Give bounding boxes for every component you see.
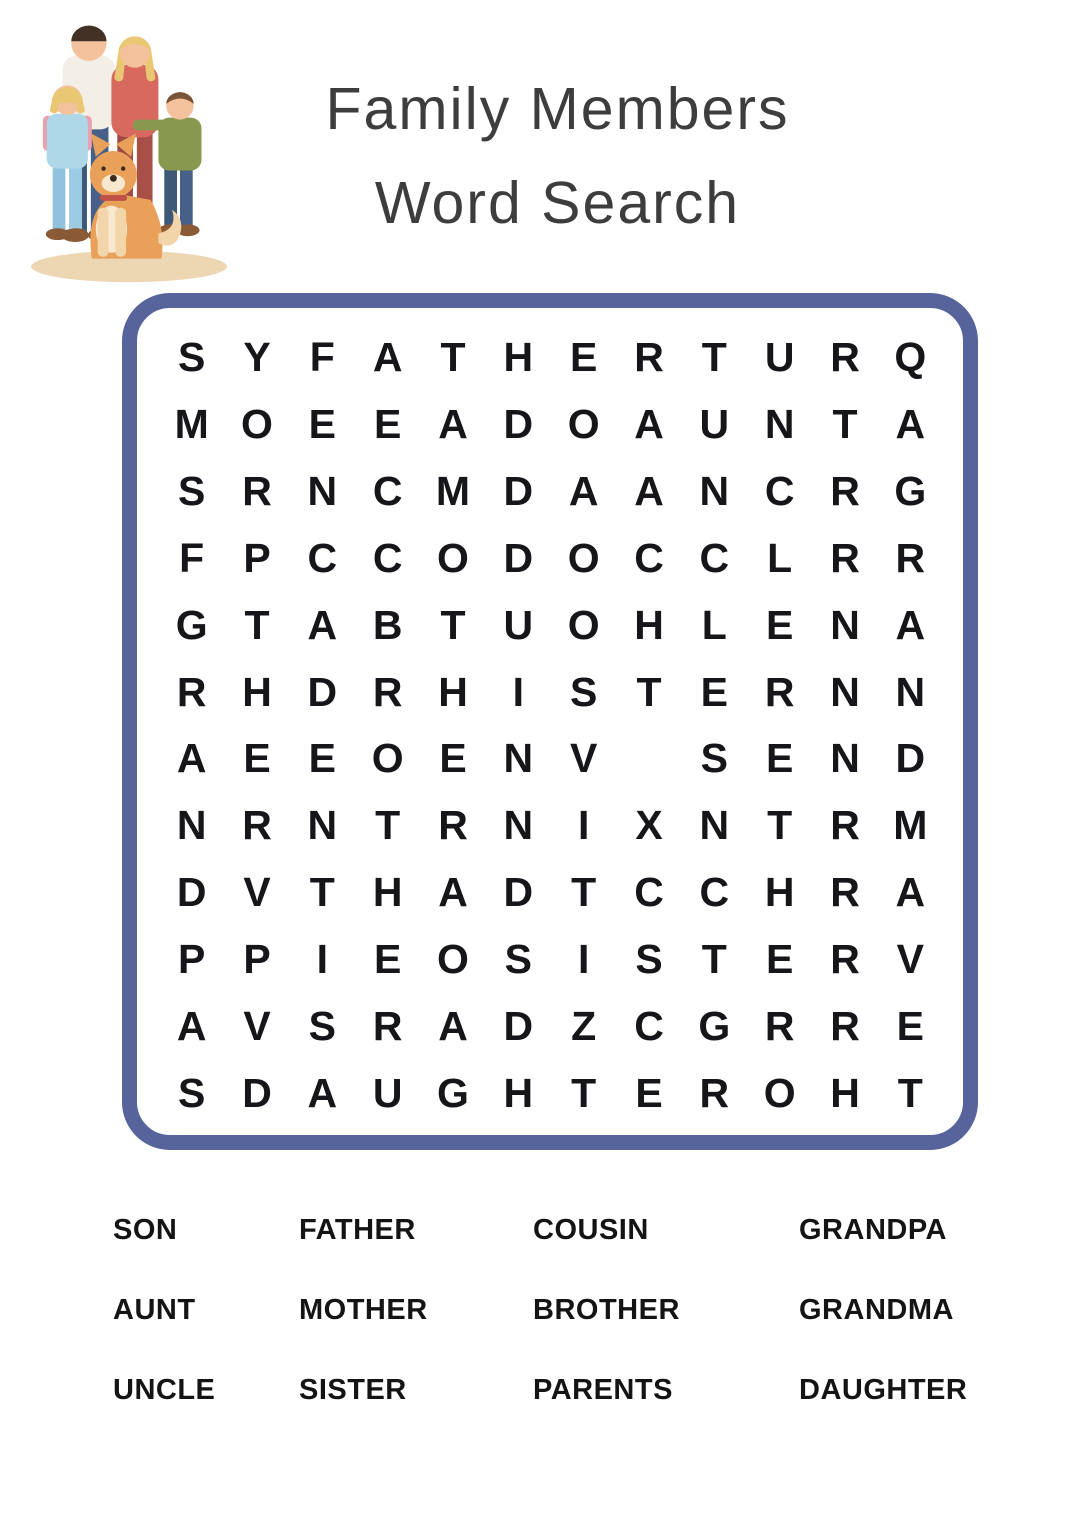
grid-letter: T bbox=[571, 869, 597, 916]
grid-letter: D bbox=[242, 1070, 272, 1117]
grid-letter: N bbox=[503, 735, 534, 782]
grid-letter: R bbox=[634, 333, 664, 380]
grid-letter: H bbox=[634, 601, 664, 648]
grid-letter: C bbox=[764, 467, 795, 514]
grid-letter: C bbox=[699, 869, 730, 916]
grid-letter: V bbox=[243, 1003, 271, 1050]
grid-letter: E bbox=[439, 735, 467, 782]
grid-letter: X bbox=[635, 802, 663, 849]
grid-letter: A bbox=[307, 601, 338, 648]
grid-letter: V bbox=[896, 936, 924, 983]
grid-letter: R bbox=[830, 333, 860, 380]
grid-letter: A bbox=[895, 400, 926, 447]
grid-letter: N bbox=[830, 601, 860, 648]
grid-letter: R bbox=[830, 869, 860, 916]
grid-letter: E bbox=[373, 936, 402, 983]
grid-letter: E bbox=[243, 735, 271, 782]
grid-letter: R bbox=[699, 1070, 730, 1117]
grid-letter: H bbox=[438, 668, 468, 715]
grid-letter: H bbox=[764, 869, 795, 916]
grid-letter: A bbox=[438, 1003, 468, 1050]
grid-letter: A bbox=[307, 1070, 338, 1117]
word-item: AUNT bbox=[113, 1294, 196, 1326]
grid-letter: C bbox=[372, 467, 403, 514]
grid-letter: S bbox=[177, 467, 206, 514]
grid-letter: L bbox=[767, 534, 793, 581]
grid-letter: A bbox=[438, 400, 468, 447]
puzzle-panel bbox=[122, 293, 978, 1150]
grid-letter: S bbox=[177, 1070, 206, 1117]
grid-letter: C bbox=[634, 1003, 664, 1050]
grid-letter: D bbox=[503, 534, 534, 581]
word-item: PARENTS bbox=[533, 1374, 673, 1406]
grid-letter: N bbox=[307, 467, 338, 514]
grid-letter: R bbox=[830, 936, 860, 983]
grid-letter: P bbox=[243, 936, 271, 983]
grid-letter: A bbox=[895, 869, 926, 916]
grid-letter: T bbox=[897, 1070, 923, 1117]
grid-letter: B bbox=[372, 601, 403, 648]
grid-letter bbox=[616, 725, 681, 792]
word-item: GRANDPA bbox=[799, 1214, 947, 1246]
grid-letter: A bbox=[895, 601, 926, 648]
grid-letter: O bbox=[437, 534, 469, 581]
grid-letter: E bbox=[896, 1003, 924, 1050]
grid-letter: D bbox=[503, 467, 534, 514]
grid-letter: T bbox=[832, 400, 858, 447]
grid-letter: H bbox=[830, 1070, 860, 1117]
grid-letter: H bbox=[503, 333, 534, 380]
grid-letter: R bbox=[372, 668, 403, 715]
grid-letter: P bbox=[177, 936, 206, 983]
grid-letter: A bbox=[372, 333, 403, 380]
word-item: MOTHER bbox=[299, 1294, 428, 1326]
grid-letter: L bbox=[701, 601, 727, 648]
grid-letter: T bbox=[244, 601, 270, 648]
grid-letter: R bbox=[830, 1003, 860, 1050]
word-item: FATHER bbox=[299, 1214, 416, 1246]
grid-letter: D bbox=[503, 1003, 534, 1050]
grid-letter: F bbox=[179, 534, 205, 581]
grid-letter: R bbox=[764, 1003, 795, 1050]
grid-letter: Z bbox=[571, 1003, 597, 1050]
grid-letter: A bbox=[438, 869, 468, 916]
grid-letter: T bbox=[440, 601, 466, 648]
grid-letter: R bbox=[830, 467, 860, 514]
grid-letter: O bbox=[567, 534, 600, 581]
grid-letter: R bbox=[764, 668, 795, 715]
word-item: SISTER bbox=[299, 1374, 407, 1406]
grid-letter: R bbox=[372, 1003, 403, 1050]
grid-letter: I bbox=[577, 936, 590, 983]
grid-letter: O bbox=[437, 936, 469, 983]
grid-letter: H bbox=[372, 869, 403, 916]
grid-letter: D bbox=[503, 869, 534, 916]
grid-letter: O bbox=[567, 601, 600, 648]
grid-letter: H bbox=[503, 1070, 534, 1117]
word-item: SON bbox=[113, 1214, 178, 1246]
grid-letter: I bbox=[316, 936, 329, 983]
grid-letter: T bbox=[375, 802, 401, 849]
grid-letter: T bbox=[309, 869, 335, 916]
page-title-line1: Family Members bbox=[325, 76, 790, 142]
grid-letter: Y bbox=[243, 333, 271, 380]
grid-letter: D bbox=[176, 869, 207, 916]
grid-letter: U bbox=[372, 1070, 403, 1117]
grid-letter: G bbox=[698, 1003, 731, 1050]
grid-letter: S bbox=[308, 1003, 336, 1050]
grid-letter: R bbox=[176, 668, 207, 715]
grid-letter: N bbox=[764, 400, 795, 447]
grid-letter: T bbox=[701, 936, 727, 983]
grid-letter: U bbox=[699, 400, 730, 447]
grid-letter: V bbox=[569, 735, 598, 782]
grid-letter: N bbox=[503, 802, 534, 849]
grid-letter: R bbox=[242, 467, 272, 514]
grid-letter: N bbox=[830, 735, 860, 782]
grid-letter: V bbox=[243, 869, 271, 916]
grid-letter: U bbox=[503, 601, 534, 648]
grid-letter: E bbox=[765, 735, 794, 782]
grid-letter: A bbox=[634, 467, 664, 514]
grid-letter: R bbox=[830, 534, 860, 581]
grid-letter: D bbox=[503, 400, 534, 447]
word-item: DAUGHTER bbox=[799, 1374, 968, 1406]
grid-letter: H bbox=[242, 668, 272, 715]
grid-letter: E bbox=[308, 735, 336, 782]
grid-letter: G bbox=[437, 1070, 469, 1117]
grid-letter: E bbox=[373, 400, 402, 447]
grid-letter: S bbox=[569, 668, 598, 715]
grid-letter: A bbox=[568, 467, 599, 514]
grid-letter: T bbox=[767, 802, 793, 849]
grid-letter: N bbox=[699, 802, 730, 849]
word-item: GRANDMA bbox=[799, 1294, 954, 1326]
grid-letter: D bbox=[307, 668, 338, 715]
grid-letter: O bbox=[371, 735, 404, 782]
word-item: COUSIN bbox=[533, 1214, 649, 1246]
grid-letter: G bbox=[894, 467, 927, 514]
grid-letter: O bbox=[763, 1070, 796, 1117]
word-grid bbox=[137, 308, 963, 1135]
grid-letter: F bbox=[309, 333, 335, 380]
grid-letter: I bbox=[577, 802, 590, 849]
grid-letter: N bbox=[830, 668, 860, 715]
grid-letter: N bbox=[176, 802, 207, 849]
grid-letter: T bbox=[636, 668, 662, 715]
grid-letter: M bbox=[435, 467, 471, 514]
grid-letter: M bbox=[893, 802, 928, 849]
grid-letter: A bbox=[176, 1003, 207, 1050]
grid-letter: S bbox=[504, 936, 532, 983]
grid-letter: E bbox=[765, 601, 794, 648]
grid-letter: R bbox=[895, 534, 926, 581]
grid-letter: E bbox=[635, 1070, 663, 1117]
grid-letter: D bbox=[895, 735, 926, 782]
grid-letter: A bbox=[634, 400, 664, 447]
grid-letter: T bbox=[571, 1070, 597, 1117]
grid-letter: E bbox=[569, 333, 598, 380]
grid-letter: R bbox=[438, 802, 468, 849]
grid-letter: O bbox=[241, 400, 273, 447]
grid-letter: E bbox=[308, 400, 336, 447]
grid-letter: C bbox=[372, 534, 403, 581]
grid-letter: I bbox=[512, 668, 525, 715]
grid-letter: S bbox=[635, 936, 663, 983]
grid-letter: C bbox=[307, 534, 338, 581]
grid-letter: P bbox=[243, 534, 271, 581]
grid-letter: E bbox=[700, 668, 728, 715]
grid-letter: T bbox=[440, 333, 466, 380]
family-with-dog-illustration bbox=[12, 6, 250, 290]
grid-letter: N bbox=[699, 467, 730, 514]
word-list bbox=[113, 1202, 983, 1442]
grid-letter: N bbox=[895, 668, 926, 715]
grid-letter: A bbox=[176, 735, 207, 782]
page-title bbox=[235, 62, 880, 251]
word-item: UNCLE bbox=[113, 1374, 216, 1406]
grid-letter: M bbox=[174, 400, 209, 447]
word-item: BROTHER bbox=[533, 1294, 680, 1326]
grid-letter: O bbox=[567, 400, 600, 447]
grid-letter: R bbox=[830, 802, 860, 849]
grid-letter: S bbox=[177, 333, 206, 380]
page-title-line2: Word Search bbox=[374, 170, 741, 237]
grid-letter: T bbox=[701, 333, 727, 380]
grid-letter: E bbox=[765, 936, 794, 983]
grid-letter: C bbox=[699, 534, 730, 581]
grid-letter: R bbox=[242, 802, 272, 849]
grid-letter: U bbox=[764, 333, 795, 380]
grid-letter: Q bbox=[894, 333, 927, 380]
grid-letter: C bbox=[634, 869, 664, 916]
grid-letter: S bbox=[700, 735, 728, 782]
grid-letter: G bbox=[175, 601, 208, 648]
grid-letter: C bbox=[634, 534, 664, 581]
grid-letter: N bbox=[307, 802, 338, 849]
